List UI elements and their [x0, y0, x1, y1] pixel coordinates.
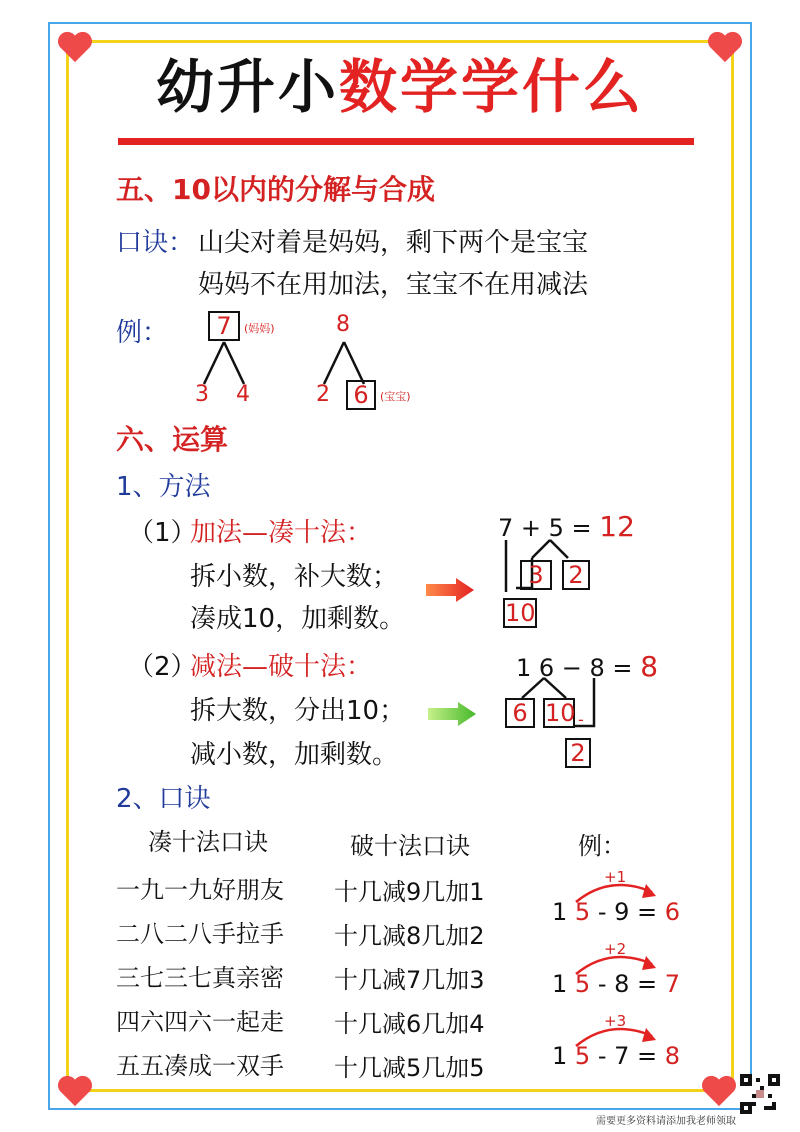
title-underline	[118, 138, 694, 145]
col2-row: 十几减6几加4	[334, 1010, 485, 1038]
qr-code-icon[interactable]	[740, 1074, 780, 1114]
example-equation: 1 5 - 7 = 8	[552, 1042, 681, 1070]
verse-label: 口诀：	[116, 228, 195, 258]
mother-box: 7	[208, 311, 240, 341]
child-right: 4	[236, 382, 250, 407]
sub-equation: 1 6 − 8 = 8	[516, 650, 659, 683]
verse-line2: 妈妈不在用加法，宝宝不在用减法	[198, 270, 589, 300]
sub-box-b: 10	[545, 699, 576, 727]
example-equation: 1 5 - 8 = 7	[552, 970, 681, 998]
section5-heading: 五、10以内的分解与合成	[116, 173, 435, 206]
col2-row: 十几减8几加2	[334, 922, 485, 950]
green-arrow-icon	[426, 700, 478, 728]
col2-header: 破十法口诀	[350, 832, 470, 860]
col1-row: 五五凑成一双手	[116, 1052, 284, 1080]
example-label: 例：	[116, 318, 169, 348]
col2-row: 十几减5几加5	[334, 1054, 485, 1082]
col2-row: 十几减9几加1	[334, 878, 485, 906]
col1-row: 三七三七真亲密	[116, 964, 284, 992]
baby-box: 6	[346, 380, 376, 410]
sub-line1: 拆大数，分出10；	[190, 696, 406, 726]
child-left: 2	[316, 382, 330, 407]
add-line2: 凑成10，加剩数。	[190, 604, 406, 634]
add-box-b: 2	[562, 560, 590, 590]
col1-row: 四六四六一起走	[116, 1008, 284, 1036]
sub-box-c: 2	[565, 738, 591, 768]
mother-number: 8	[336, 312, 350, 337]
col2-row: 十几减7几加3	[334, 966, 485, 994]
add-number: （1）	[128, 518, 197, 548]
col1-row: 二八二八手拉手	[116, 920, 284, 948]
section6-heading: 六、运算	[116, 423, 229, 456]
plus-label: +1	[604, 868, 627, 886]
method-heading: 1、方法	[116, 472, 211, 502]
footer-note: 需要更多资料请添加我老师领取	[596, 1116, 736, 1127]
col1-header: 凑十法口诀	[148, 828, 268, 856]
sub-number: （2）	[128, 652, 197, 682]
child-left: 3	[195, 382, 209, 407]
plus-label: +2	[604, 940, 627, 958]
sub-minus: -	[578, 710, 584, 729]
baby-note: (宝宝)	[380, 390, 411, 403]
sub-line2: 减小数，加剩数。	[190, 740, 399, 770]
add-method-name: 加法—凑十法：	[190, 518, 373, 548]
tree-lines	[190, 340, 260, 386]
add-box-c: 10	[505, 599, 536, 627]
plus-label: +3	[604, 1012, 627, 1030]
red-arrow-icon	[424, 576, 476, 604]
col1-row: 一九一九好朋友	[116, 876, 284, 904]
page-title: 幼升小数学学什么	[155, 53, 645, 121]
mother-note: (妈妈)	[244, 322, 275, 335]
example-equation: 1 5 - 9 = 6	[552, 898, 681, 926]
heart-icon	[700, 1074, 738, 1108]
add-equation: 7 + 5 = 12	[498, 510, 635, 543]
add-box-a: 3	[520, 560, 552, 590]
sub-method-name: 减法—破十法：	[190, 652, 373, 682]
col3-header: 例：	[578, 832, 626, 860]
add-line1: 拆小数，补大数；	[190, 562, 399, 592]
verse-heading: 2、口诀	[116, 784, 211, 814]
heart-icon	[56, 1074, 94, 1108]
sub-box-a: 6	[505, 698, 535, 728]
verse-line1: 山尖对着是妈妈，剩下两个是宝宝	[198, 228, 589, 258]
